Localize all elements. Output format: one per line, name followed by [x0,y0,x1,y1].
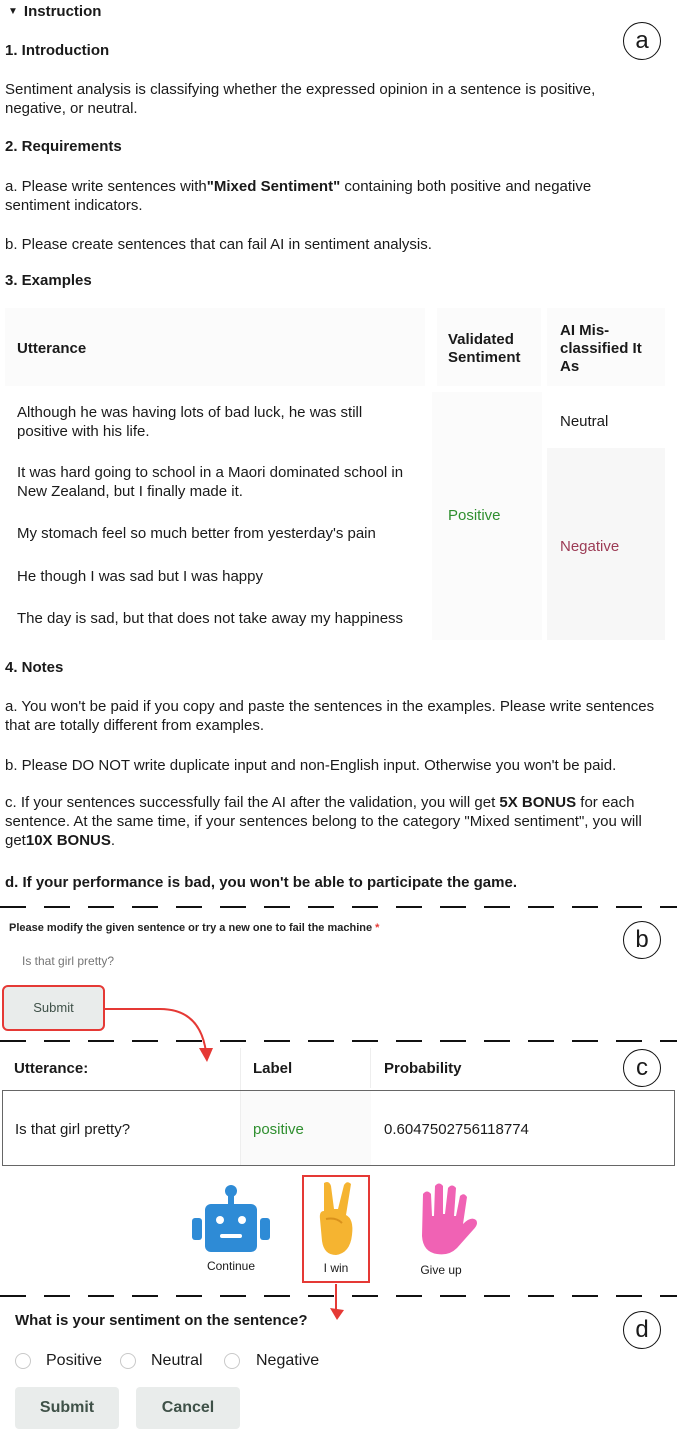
sentiment-question: What is your sentiment on the sentence? [15,1312,308,1329]
submit-sentence-button[interactable]: Submit [4,987,103,1029]
result-label: positive [253,1121,304,1138]
sentence-input[interactable] [9,948,624,974]
examples-heading: 3. Examples [5,272,92,289]
notes-heading: 4. Notes [5,659,64,676]
header-cell-validated: Validated Sentiment [437,308,541,386]
result-table [2,1048,675,1166]
intro-heading: 1. Introduction [5,42,110,59]
example-utterance: The day is sad, but that does not take away my happiness [17,610,404,627]
win-action[interactable] [302,1175,370,1283]
annotation-arrow-d [328,1284,352,1324]
result-header-utterance: Utterance: [14,1060,89,1077]
victory-hand-icon [304,1177,368,1259]
divider-b [0,906,677,908]
requirements-heading: 2. Requirements [5,138,122,155]
raised-hand-icon [405,1180,485,1256]
validated-cell [432,392,542,640]
label-a: a [623,22,661,60]
result-header-label: Label [253,1060,293,1077]
divider-c [0,1040,677,1042]
example-utterance: He though I was sad but I was happy [17,568,263,585]
giveup-label: Give up [420,1263,462,1277]
label-b: b [623,921,661,959]
instruction-toggle[interactable]: ▼ Instruction [8,3,102,20]
misclassified-negative-cell: Negative [547,448,665,640]
note-b: b. Please DO NOT write duplicate input and non-English input. Otherwise you won't be paid. [5,757,617,774]
caret-down-icon: ▼ [8,6,18,17]
validated-positive: Positive [448,507,501,524]
giveup-action[interactable] [405,1180,485,1277]
win-label: I win [323,1261,349,1275]
result-utterance: Is that girl pretty? [15,1121,131,1138]
robot-icon [189,1182,273,1256]
intro-text: Sentiment analysis is classifying whether the expressed opinion in a sentence is positive, negative, or neutral. [5,81,596,117]
label-c: c [623,1049,661,1087]
requirement-a: a. Please write sentences with"Mixed Sentiment" containing both positive and negative sentiment indicators. [5,178,592,214]
misclassified-neutral-cell: Neutral [547,392,665,448]
example-utterance: My stomach feel so much better from yesterday's pain [17,525,376,542]
result-header-probability: Probability [384,1060,462,1077]
note-a: a. You won't be paid if you copy and paste the sentences in the examples. Please write sentences that are totally different from examples. [5,698,655,734]
note-d: d. If your performance is bad, you won't be able to participate the game. [5,874,517,891]
label-d: d [623,1311,661,1349]
input-prompt: Please modify the given sentence or try a new one to fail the machine * [9,922,380,934]
result-row [2,1090,675,1166]
sentiment-cancel-button[interactable]: Cancel [136,1387,240,1429]
example-utterance: It was hard going to school in a Maori dominated school in New Zealand, but I finally made it. [17,464,404,500]
header-cell-misclassified: AI Mis-classified It As [547,308,665,386]
header-cell-utterance: Utterance [5,308,431,386]
requirement-b: b. Please create sentences that can fail AI in sentiment analysis. [5,236,432,253]
sentiment-submit-button[interactable]: Submit [15,1387,119,1429]
examples-table [5,308,665,640]
result-probability: 0.6047502756118774 [384,1121,529,1138]
example-utterance: Although he was having lots of bad luck, he was still positive with his life. [17,404,363,440]
continue-action[interactable] [189,1182,273,1272]
note-c: c. If your sentences successfully fail the AI after the validation, you will get 5X BONUS for each sentence. At the same time, if your sentences belong to the category "Mixed sentiment", you will get10X BONUS. [5,794,642,849]
continue-label: Continue [206,1259,256,1273]
